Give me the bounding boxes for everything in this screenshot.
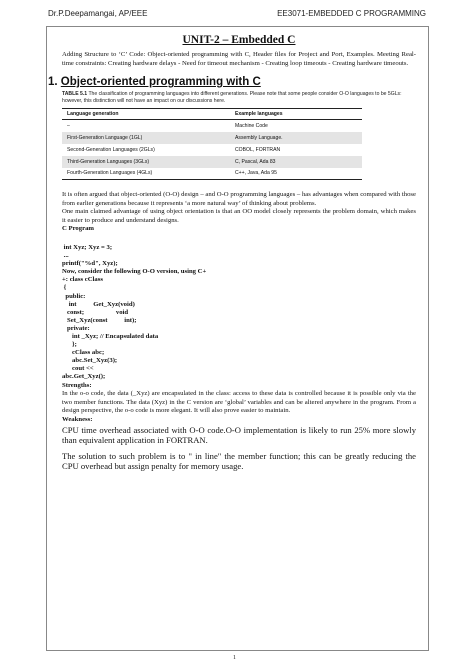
strengths-heading: Strengths:: [62, 381, 92, 389]
table-cell: C++, Java, Ada 95: [230, 168, 362, 180]
table-row: [62, 168, 362, 180]
code-line: ...: [62, 252, 69, 260]
table-cell: COBOL, FORTRAN: [235, 146, 281, 153]
language-generation-table: [62, 108, 362, 180]
table-cell: Assembly Language.: [230, 132, 362, 144]
code-line: int _Xyz; // Encapsulated data: [62, 333, 159, 340]
table-cell: Machine Code: [235, 122, 268, 129]
code-line: cClass abc;: [62, 349, 105, 357]
table-header-cell: Language generation: [62, 109, 230, 120]
code-line: };: [62, 341, 77, 349]
document-content: [48, 34, 416, 472]
strengths-paragraph: In the o-o code, the data (_Xyz) are encapsulated in the class: access to these data is controlled because it is possible only via the two member functions. The data (Xyz) in the C version are ‘global’ variables and can be altered anywhere in the program. From a design perspective, the o-o code is more elegant. It will also prove easier to maintain.: [62, 390, 416, 415]
code-line: public:: [62, 292, 86, 300]
code-line: const; void: [62, 308, 129, 316]
table-caption-text: The classification of programming languages into different generations. Please note that some people consider O-O languages to be 5GLs: however, this distinction will not have an impact on our discussions here.: [62, 91, 402, 104]
table-caption-label: TABLE 5.1: [62, 91, 88, 98]
code-line: printf("%d", Xyz);: [62, 260, 118, 268]
table-caption: [62, 91, 416, 104]
body-paragraph: One main claimed advantage of using object orientation is that an OO model closely represents the problem domain, which makes it easier to produce and understand designs.: [62, 208, 416, 224]
table-cell: –: [67, 122, 70, 129]
body-paragraph: It is often argued that object-oriented (O-O) design – and O-O programming languages – has advantages when compared with those from earlier generations because it represents ‘a more natural way’ of thinking about problems.: [62, 191, 416, 207]
c-program-label: C Program: [62, 225, 95, 233]
page-number: 1: [233, 655, 236, 661]
code-line: abc.Set_Xyz(3);: [62, 357, 118, 365]
unit-title: UNIT-2 – Embedded C: [182, 34, 296, 46]
table-row: [62, 144, 362, 156]
table-header-row: [62, 109, 362, 120]
code-line: {: [62, 284, 67, 292]
section-title: Object-oriented programming with C: [60, 76, 261, 89]
table-cell: C, Pascal, Ada 83: [230, 156, 362, 168]
code-line: int Xyz; Xyz = 3;: [62, 243, 113, 251]
table-cell: Fourth-Generation Languages (4GLs): [62, 168, 230, 180]
weakness-paragraph: CPU time overhead associated with O-O code.O-O implementation is likely to run 25% more slowly than equivalent application in FORTRAN.: [62, 424, 416, 445]
code-line: private:: [62, 324, 90, 332]
code-line: Now, consider the following O-O version, using C+: [62, 268, 207, 276]
code-line: abc.Get_Xyz();: [62, 373, 106, 381]
intro-paragraph: Adding Structure to ‘C’ Code: Object-oriented programming with C, Header files for Project and Port, Examples. Meeting Real-time constraints: Creating hardware delays - Need for timeout mechanism - Creating loop timeouts - Creating hardware timeouts.: [62, 51, 416, 67]
table-row: [62, 156, 362, 168]
code-line: +: class cClass: [62, 276, 103, 284]
header-author: Dr.P.Deepamangai, AP/EEE: [48, 9, 148, 18]
table-header-cell: Example languages: [230, 109, 362, 120]
code-line: cout <<: [62, 365, 94, 373]
weakness-heading: Weakness:: [62, 415, 93, 423]
code-line: Set_Xyz(const int);: [62, 316, 137, 324]
table-row: [62, 132, 362, 144]
table-row: [62, 120, 362, 132]
header-course: EE3071-EMBEDDED C PROGRAMMING: [277, 9, 426, 18]
table-cell: Second-Generation Languages (2GLs): [67, 146, 155, 153]
code-line: int Get_Xyz(void): [62, 300, 135, 308]
table-cell: First-Generation Language (1GL): [62, 132, 230, 144]
section-heading: [48, 76, 416, 88]
section-number: 1.: [48, 76, 58, 89]
table-cell: Third-Generation Languages (3GLs): [62, 156, 230, 168]
weakness-solution-paragraph: The solution to such problem is to " in line" the member function; this can be greatly reducing the CPU overhead but assign penalty for memory usage.: [62, 450, 416, 472]
